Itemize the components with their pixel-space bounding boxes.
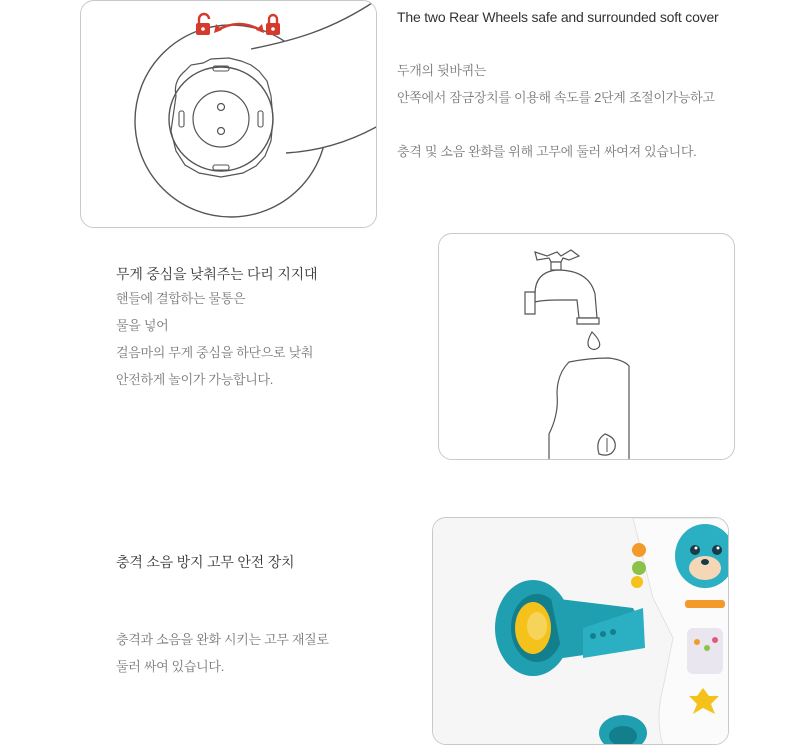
support-line-2: 물을 넣어 <box>116 318 169 333</box>
support-line-4: 안전하게 놀이가 가능합니다. <box>116 372 274 387</box>
walker-photo-panel <box>432 517 729 745</box>
walker-photo <box>433 518 729 745</box>
rubber-line-2: 둘러 싸여 있습니다. <box>116 659 224 674</box>
wheels-heading: The two Rear Wheels safe and surrounded soft cover <box>397 9 719 25</box>
support-line-3: 걸음마의 무게 중심을 하단으로 낮춰 <box>116 345 314 360</box>
wheels-description <box>397 57 715 165</box>
double-arrow-icon <box>214 24 264 33</box>
rubber-heading: 충격 소음 방지 고무 안전 장치 <box>116 554 295 570</box>
wheels-line-3: 충격 및 소음 완화를 위해 고무에 둘러 싸여져 있습니다. <box>397 144 697 159</box>
water-bottle-panel <box>438 233 735 460</box>
rubber-line-1: 충격과 소음을 완화 시키는 고무 재질로 <box>116 632 329 647</box>
wheels-line-1: 두개의 뒷바퀴는 <box>397 63 487 78</box>
wheels-line-2: 안쪽에서 잠금장치를 이용해 속도를 2단계 조절이가능하고 <box>397 90 715 105</box>
bottle-illustration <box>439 234 735 460</box>
rubber-description <box>116 626 329 680</box>
support-description <box>116 285 313 393</box>
lock-toggle-icons <box>194 11 284 43</box>
lock-icon <box>266 15 280 35</box>
support-line-1: 핸들에 결합하는 물통은 <box>116 291 246 306</box>
support-heading: 무게 중심을 낮춰주는 다리 지지대 <box>116 266 318 282</box>
unlock-icon <box>196 14 210 35</box>
wheel-lock-panel <box>80 0 377 228</box>
